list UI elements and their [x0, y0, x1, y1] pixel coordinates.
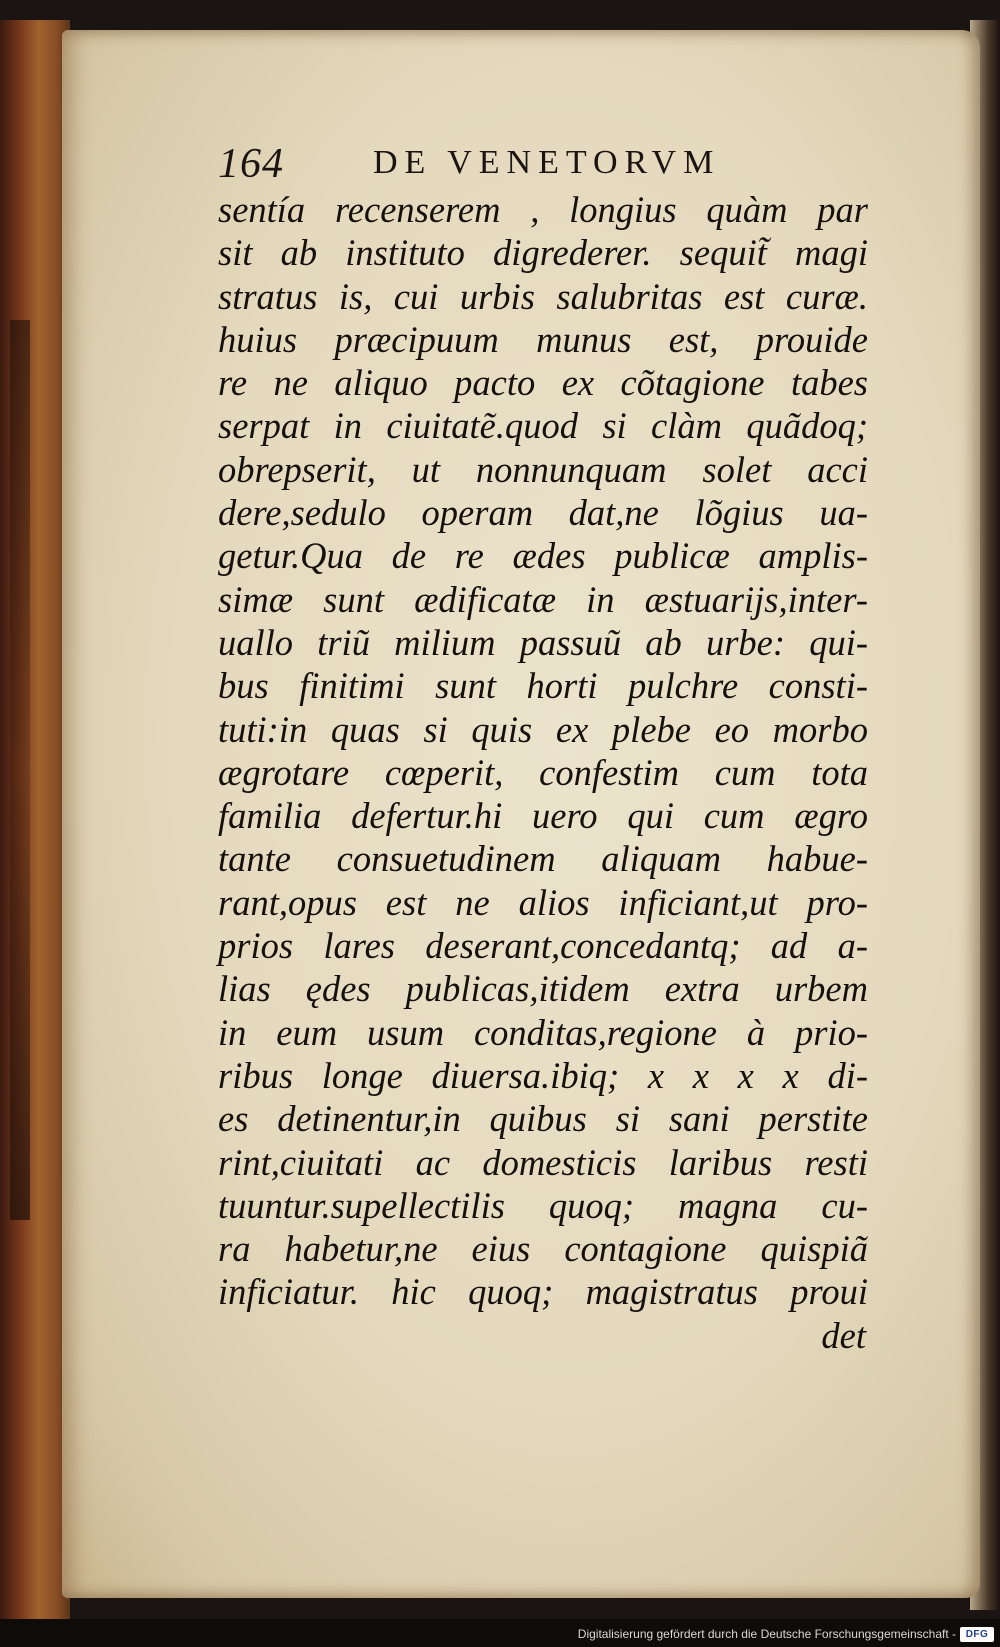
- dfg-logo: DFG: [960, 1627, 994, 1642]
- text-line: in eum usum conditas,regione à prio-: [218, 1011, 868, 1053]
- text-line: stratus is, cui urbis salubritas est curæ.: [218, 275, 868, 317]
- text-line: inficiatur. hic quoq; magistratus proui: [218, 1271, 868, 1313]
- text-line: sit ab instituto digrederer. sequit̃ magi: [218, 232, 868, 274]
- text-line: tuuntur.supellectilis quoq; magna cu-: [218, 1184, 868, 1226]
- body-text: [218, 188, 868, 1357]
- running-head: DE VENETORVM: [373, 144, 721, 181]
- text-line: obrepserit, ut nonnunquam solet acci: [218, 448, 868, 490]
- text-line: ra habetur,ne eius contagione quispiã: [218, 1228, 868, 1270]
- text-line: simæ sunt ædificatæ in æstuarijs,inter-: [218, 578, 868, 620]
- text-line: sentía recenserem , longius quàm par: [218, 189, 868, 230]
- text-line: es detinentur,in quibus si sani perstite: [218, 1098, 868, 1140]
- text-line: re ne aliquo pacto ex cõtagione tabes: [218, 362, 868, 404]
- text-line: lias ędes publicas,itidem extra urbem: [218, 968, 868, 1010]
- text-line: serpat in ciuitatẽ.quod si clàm quãdoq;: [218, 405, 868, 447]
- page-number: 164: [218, 141, 284, 187]
- book-binding-edge: [0, 20, 70, 1620]
- text-line: rint,ciuitati ac domesticis laribus resti: [218, 1141, 868, 1183]
- text-line: ribus longe diuersa.ibiq; x x x x di-: [218, 1054, 868, 1096]
- catchword: det: [821, 1314, 866, 1356]
- text-line: huius præcipuum munus est, prouide: [218, 318, 868, 360]
- digitization-footer: [0, 1619, 1000, 1647]
- text-line: prios lares deserant,concedantq; ad a-: [218, 925, 868, 967]
- text-line: getur.Qua de re ædes publicæ amplis-: [218, 535, 868, 577]
- text-line: familia defertur.hi uero qui cum ægro: [218, 795, 868, 837]
- text-line: ægrotare cœperit, confestim cum tota: [218, 751, 868, 793]
- text-line: dere,sedulo operam dat,ne lõgius ua-: [218, 492, 868, 534]
- text-line: bus finitimi sunt horti pulchre consti-: [218, 665, 868, 707]
- text-line: uallo triũ milium passuũ ab urbe: qui-: [218, 621, 868, 663]
- text-line: tuti:in quas si quis ex plebe eo morbo: [218, 708, 868, 750]
- text-line: tante consuetudinem aliquam habue-: [218, 838, 868, 880]
- text-line: rant,opus est ne alios inficiant,ut pro-: [218, 881, 868, 923]
- dfg-credit-text: Digitalisierung gefördert durch die Deutsche Forschungsgemeinschaft -: [577, 1627, 956, 1641]
- spine-wear: [10, 320, 30, 1220]
